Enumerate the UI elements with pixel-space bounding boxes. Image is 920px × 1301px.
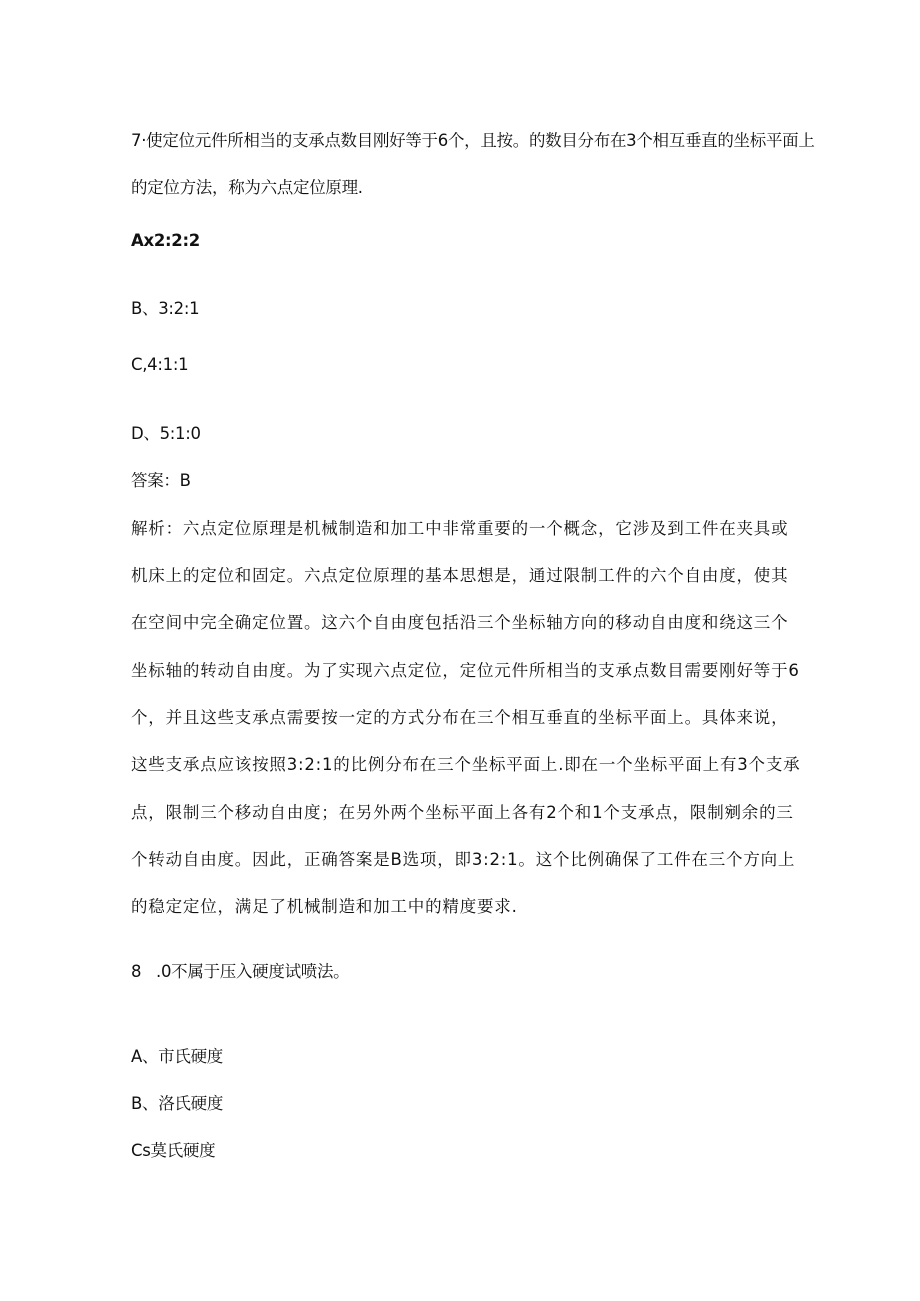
q8-option-a: A、市氏硬度	[131, 1047, 223, 1066]
q7-stem-line-1: 7·使定位元件所相当的支承点数目刚好等于6个，且按。的数目分布在3个相互垂直的坐标平面上	[131, 131, 815, 150]
explanation-line: 解析：六点定位原理是机械制造和加工中非常重要的一个概念，它涉及到工件在夹具或	[131, 519, 789, 538]
q8-option-c: Cs莫氏硬度	[131, 1141, 216, 1160]
explanation-line: 坐标轴的转动自由度。为了实现六点定位，定位元件所相当的支承点数目需要刚好等于6	[131, 661, 800, 680]
explanation-line: 个，并且这些支承点需要按一定的方式分布在三个相互垂直的坐标平面上。具体来说，	[131, 708, 789, 727]
q7-option-b: B、3:2:1	[131, 299, 200, 318]
q7-option-a: Ax2:2:2	[131, 231, 200, 250]
explanation-line: 这些支承点应该按照3:2:1的比例分布在三个坐标平面上.即在一个坐标平面上有3个支承	[131, 755, 801, 774]
q7-stem-line-2: 的定位方法，称为六点定位原理.	[131, 178, 363, 197]
explanation-line: 在空间中完全确定位置。这六个自由度包括沿三个坐标轴方向的移动自由度和绕这三个	[131, 613, 789, 632]
explanation-line: 个转动自由度。因此，正确答案是B选项，即3:2:1。这个比例确保了工件在三个方向上	[131, 850, 796, 869]
q7-option-d: D、5:1:0	[131, 424, 201, 443]
q8-option-b: B、洛氏硬度	[131, 1094, 224, 1113]
q7-answer: 答案：B	[131, 471, 191, 490]
explanation-line: 点，限制三个移动自由度；在另外两个坐标平面上各有2个和1个支承点，限制剜余的三	[131, 803, 794, 822]
explanation-line: 的稳定定位，满足了机械制造和加工中的精度要求.	[131, 897, 518, 916]
q8-stem: 8 .0不属于压入硬度试喷法。	[131, 962, 350, 981]
q7-option-c: C,4:1:1	[131, 355, 189, 374]
explanation-line: 机床上的定位和固定。六点定位原理的基本思想是，通过限制工件的六个自由度，使其	[131, 566, 789, 585]
